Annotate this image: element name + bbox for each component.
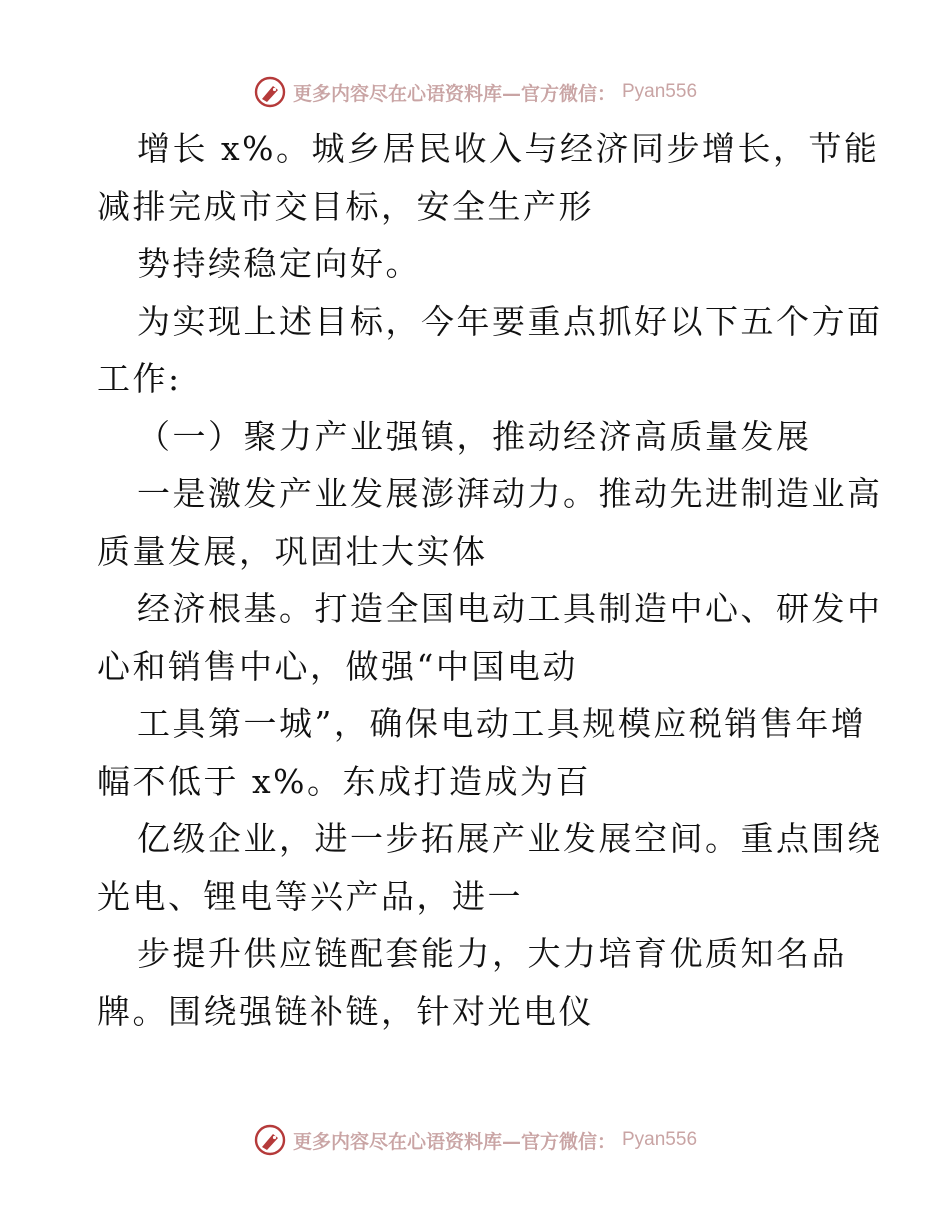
section-heading: （一）聚力产业强镇，推动经济高质量发展 xyxy=(137,416,812,456)
text-line: 经济根基。打造全国电动工具制造中心、研发中 xyxy=(137,589,883,628)
text-line: 工具第一城”，确保电动工具规模应税销售年增 xyxy=(137,704,867,743)
pen-nib-circle-icon xyxy=(253,1123,287,1157)
text-line: 质量发展，巩固壮大实体 xyxy=(97,531,488,571)
text-line: 幅不低于 x%。东成打造成为百 xyxy=(97,761,591,801)
text-line: 一是激发产业发展澎湃动力。推动先进制造业高 xyxy=(137,474,883,513)
watermark-wechat-id: Pyan556 xyxy=(622,1129,698,1150)
text-line: 增长 x%。城乡居民收入与经济同步增长，节能 xyxy=(137,129,880,168)
document-body xyxy=(97,120,883,1040)
text-line: 势持续稳定向好。 xyxy=(137,244,421,283)
footer-watermark xyxy=(0,1120,950,1160)
text-line: 步提升供应链配套能力，大力培育优质知名品 xyxy=(137,934,847,973)
text-line: 牌。围绕强链补链，针对光电仪 xyxy=(97,991,594,1031)
watermark-wechat-id: Pyan556 xyxy=(622,81,698,102)
watermark-site-text: 更多内容尽在心语资料库—官方微信： xyxy=(292,1130,616,1153)
text-line: 亿级企业，进一步拓展产业发展空间。重点围绕 xyxy=(137,819,883,858)
text-line: 心和销售中心，做强“中国电动 xyxy=(97,646,578,686)
text-line: 光电、锂电等兴产品，进一 xyxy=(97,876,523,916)
header-watermark xyxy=(0,72,950,112)
pen-nib-circle-icon xyxy=(253,75,287,109)
text-line: 为实现上述目标，今年要重点抓好以下五个方面 xyxy=(137,301,883,341)
text-line: 工作: xyxy=(97,359,182,398)
watermark-site-text: 更多内容尽在心语资料库—官方微信： xyxy=(292,82,616,105)
text-line: 减排完成市交目标，安全生产形 xyxy=(97,186,594,226)
